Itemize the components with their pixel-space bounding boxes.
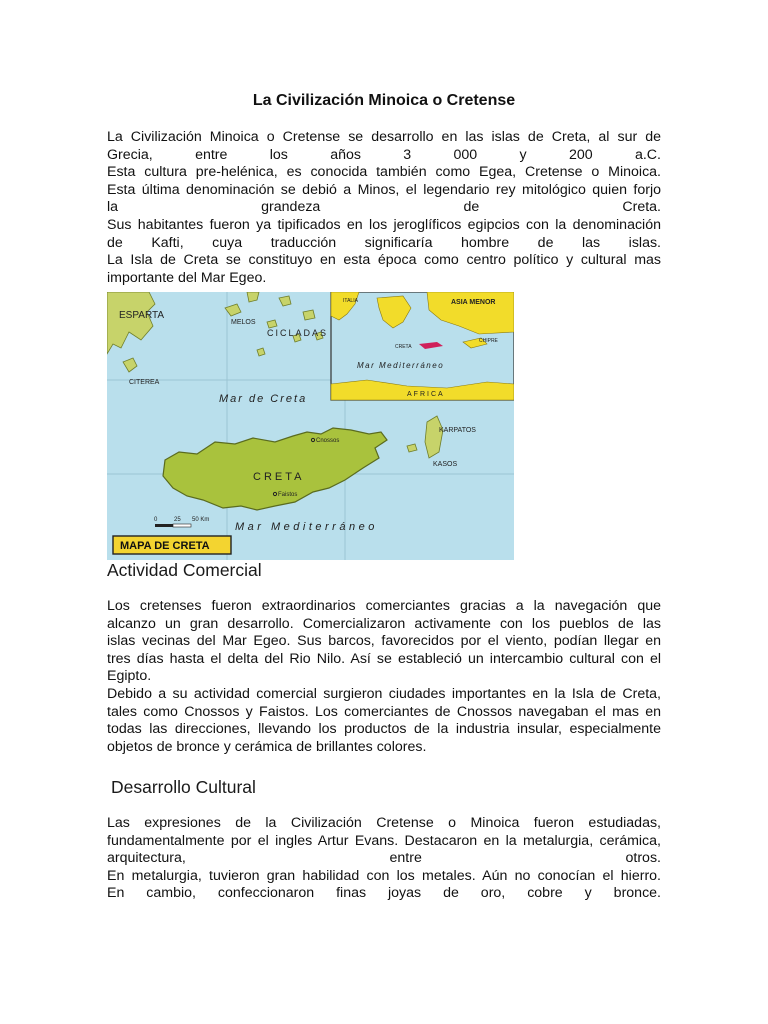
text-line: Esta última denominación se debió a Minos, el legendario rey mitológico quien forjo (107, 181, 661, 198)
map-legend (113, 536, 231, 554)
scale-label-0: 0 (154, 517, 158, 523)
label-kasos: KASOS (433, 461, 458, 468)
text-line: tales como Cnossos y Faistos. Los comerciantes de Cnossos navegaban el mas en (107, 703, 661, 720)
inset-label-chipre: CHIPRE (479, 338, 498, 344)
text-line: Grecia, entre los años 3 000 y 200 a.C. (107, 146, 661, 163)
text-line: tres días hasta el delta del Rio Nilo. Así se estableció un intercambio cultural con el (107, 650, 661, 667)
label-cicladas: CICLADAS (267, 328, 329, 338)
text-line: Sus habitantes fueron ya tipificados en los jeroglíficos egipcios con la denominación (107, 216, 661, 233)
text-line: fundamentalmente por el ingles Artur Evans. Destacaron en la metalurgia, cerámica, (107, 832, 661, 849)
inset-label-mar: Mar Mediterráneo (357, 361, 445, 370)
inset-label-africa: AFRICA (407, 391, 445, 398)
label-cnossos: Cnossos (316, 438, 340, 444)
scale-label-25: 25 (174, 517, 181, 523)
inset-label-asia-menor: ASIA MENOR (451, 299, 496, 306)
label-esparta: ESPARTA (119, 310, 165, 321)
section-heading-desarrollo-cultural: Desarrollo Cultural (111, 777, 256, 797)
text-line: La Isla de Creta se constituyo en esta época como centro político y cultural mas (107, 252, 661, 269)
section-paragraph-actividad-comercial (107, 598, 661, 756)
label-creta: CRETA (253, 471, 305, 483)
crete-map-graphic (107, 292, 514, 560)
text-line: arquitectura, entre otros. (107, 850, 661, 867)
label-mar-de-creta: Mar de Creta (219, 393, 308, 405)
scale-label-50: 50 Km (192, 517, 210, 523)
text-line: Debido a su actividad comercial surgieron ciudades importantes en la Isla de Creta, (107, 685, 661, 702)
text-line: La Civilización Minoica o Cretense se desarrollo en las islas de Creta, al sur de (107, 129, 661, 145)
text-line: alcanzo un gran desarrollo. Comercializaron activamente con los pueblos de las (107, 615, 661, 632)
section-heading-actividad-comercial: Actividad Comercial (107, 560, 262, 580)
label-citerea: CITEREA (129, 379, 160, 386)
text-line: importante del Mar Egeo. (107, 269, 267, 286)
text-line: Las expresiones de la Civilización Cretense o Minoica fueron estudiadas, (107, 815, 661, 831)
label-faistos: Faistos (278, 492, 298, 498)
map-inset (331, 292, 514, 400)
intro-paragraph (107, 129, 661, 287)
text-line: islas vecinas del Mar Egeo. Sus barcos, favorecidos por el viento, podían llegar en (107, 633, 661, 650)
crete-map (107, 292, 514, 560)
text-line: Esta cultura pre-helénica, es conocida también como Egea, Cretense o Minoica. (107, 164, 661, 181)
section-paragraph-desarrollo-cultural (107, 815, 661, 903)
label-karpatos: KARPATOS (439, 427, 476, 434)
text-line: objetos de bronce y cerámica de brillantes colores. (107, 738, 427, 755)
text-line: En cambio, confeccionaron finas joyas de oro, cobre y bronce. (107, 885, 661, 902)
text-line: la grandeza de Creta. (107, 199, 661, 216)
text-line: Egipto. (107, 668, 152, 685)
text-line: de Kafti, cuya traducción significaría hombre de las islas. (107, 234, 661, 251)
text-line: En metalurgia, tuvieron gran habilidad con los metales. Aún no conocían el hierro. (107, 867, 661, 884)
scale-bar (155, 524, 191, 527)
text-line: Los cretenses fueron extraordinarios comerciantes gracias a la navegación que (107, 598, 661, 614)
legend-title: MAPA DE CRETA (120, 540, 210, 552)
text-line: todas las direcciones, llevando los productos de la industria insular, especialmente (107, 721, 661, 738)
inset-label-italia: ITALIA (343, 298, 358, 304)
inset-label-creta: CRETA (395, 344, 412, 350)
document-title: La Civilización Minoica o Cretense (252, 92, 516, 109)
label-mar-mediterraneo: Mar Mediterráneo (235, 521, 378, 533)
label-melos: MELOS (231, 319, 256, 326)
